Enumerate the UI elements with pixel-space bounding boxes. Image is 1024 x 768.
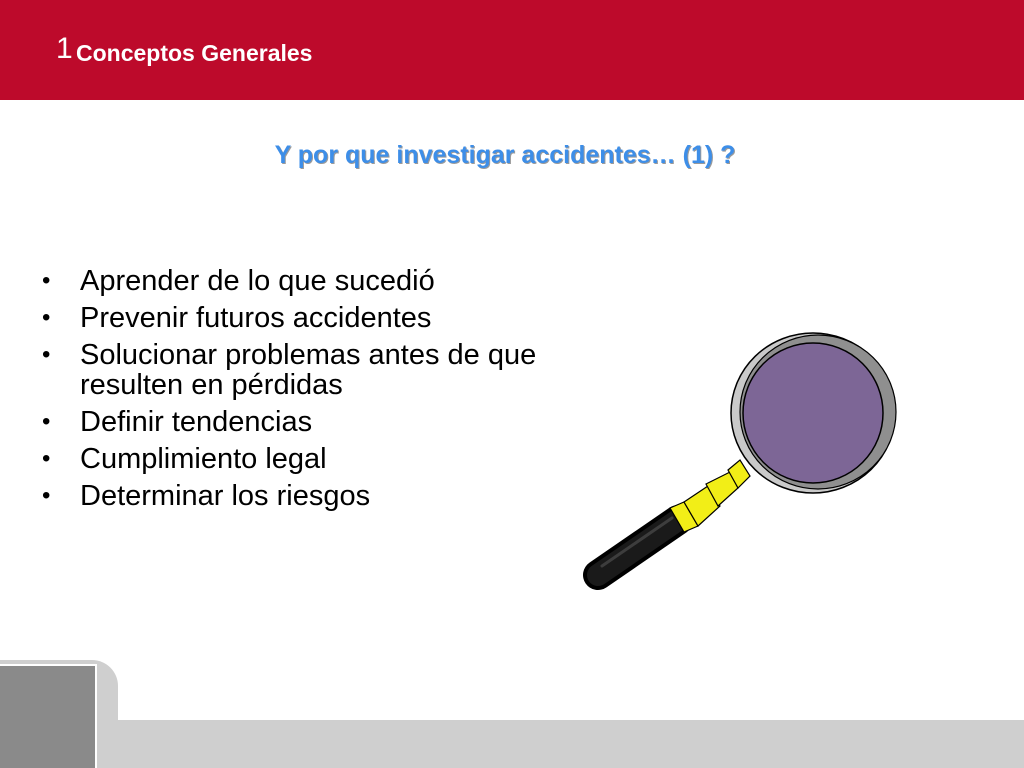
bullet-icon: • [42,482,51,509]
magnifying-glass-icon [580,330,910,600]
bullet-item [40,266,580,296]
bullet-item [40,407,580,437]
bullet-icon: • [42,408,51,435]
bullet-icon: • [42,304,51,331]
bullet-icon: • [42,341,51,368]
bullet-text: Aprender de lo que sucedió [80,265,435,297]
bullet-item [40,340,580,400]
bullet-text: Determinar los riesgos [80,480,371,512]
bullet-item [40,303,580,333]
bullet-list [40,266,580,518]
bullet-item [40,444,580,474]
bullet-icon: • [42,267,51,294]
bullet-text: Cumplimiento legal [80,443,327,475]
magnifier-lens [731,333,896,493]
bullet-text: Definir tendencias [80,406,313,438]
bullet-icon: • [42,445,51,472]
magnifier-handle [598,518,678,575]
footer-square [0,664,97,768]
bullet-item [40,481,580,511]
slide-title: Y por que investigar accidentes… (1) ? [274,141,736,169]
magnifier-collar [670,460,750,532]
header-bar [0,0,1024,100]
bullet-text: Prevenir futuros accidentes [80,302,432,334]
section-number: 1 [56,32,73,65]
bullet-text: Solucionar problemas antes de que resulten en pérdidas [80,339,537,401]
footer-bar [0,720,1024,768]
section-title: Conceptos Generales [76,40,313,66]
